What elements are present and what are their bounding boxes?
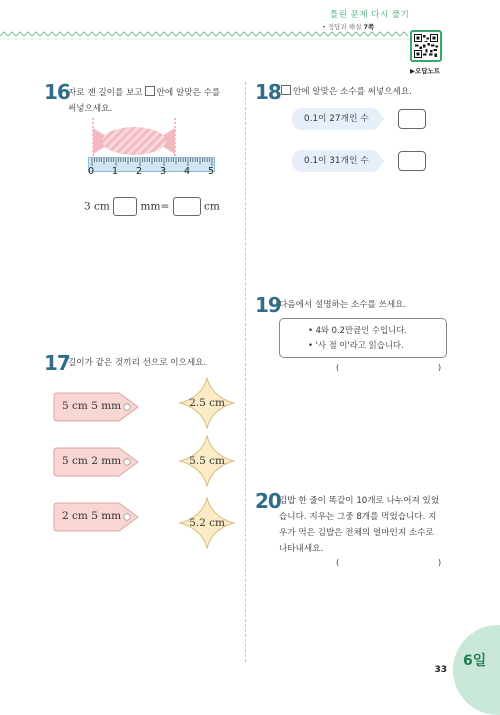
ruler-label: 4	[183, 166, 191, 177]
length-diamond-3[interactable]	[179, 497, 235, 549]
diamond-label: 5.2 cm	[189, 517, 225, 529]
paren-open: (	[336, 558, 340, 567]
bubble-pointer	[376, 113, 386, 125]
blank-box-icon	[281, 85, 291, 95]
length-tag-1[interactable]	[53, 392, 139, 422]
paren-open: (	[336, 363, 340, 372]
question-16-answer-row: 3 cm mm= cm	[84, 197, 220, 216]
bubble-pointer	[376, 155, 386, 167]
clue-line-1: • 4와 0.2만큼인 수입니다.	[308, 325, 407, 335]
length-diamond-2[interactable]	[179, 435, 235, 487]
tag-label: 5 cm 5 mm	[62, 400, 122, 412]
ruler-labels	[88, 166, 214, 178]
answer-box-18-1[interactable]	[398, 109, 426, 129]
ruler-label: 2	[135, 166, 143, 177]
answer-box-mm[interactable]	[113, 197, 137, 216]
question-number-19: 19	[255, 293, 281, 317]
paren-close: )	[438, 363, 442, 372]
blank-box-icon	[145, 86, 155, 96]
diamond-label: 5.5 cm	[189, 455, 225, 467]
day-tab	[453, 625, 500, 715]
answer-box-cm[interactable]	[173, 197, 201, 216]
page-number: 33	[434, 665, 447, 675]
diamond-label: 2.5 cm	[189, 397, 225, 409]
question-20-text: 김밥 한 줄이 똑같이 10개로 나누어져 있었 습니다. 지우는 그중 8개를 먹었습니다. 지 우가 먹은 김밥은 전체의 얼마인지 소수로 나타내세요.	[279, 496, 440, 554]
clue-line-2: • '사 점 이'라고 읽습니다.	[308, 340, 404, 350]
decimal-bubble-2: 0.1이 31개인 수	[292, 150, 381, 172]
answer-field-19[interactable]	[345, 361, 435, 374]
day-label: 6일	[463, 653, 487, 669]
paren-close: )	[438, 558, 442, 567]
question-number-18: 18	[255, 80, 281, 104]
clue-box	[279, 318, 447, 358]
question-number-16: 16	[44, 80, 70, 104]
answer-field-20[interactable]	[345, 556, 435, 569]
header-zigzag-line	[0, 30, 410, 42]
tag-label: 2 cm 5 mm	[62, 510, 122, 522]
length-tag-2[interactable]	[53, 447, 139, 477]
column-divider	[245, 82, 246, 662]
question-16-text: 자로 잰 길이를 보고 안에 알맞은 수를 써넣으세요.	[68, 88, 221, 114]
ruler-label: 1	[111, 166, 119, 177]
qr-code-icon[interactable]	[410, 30, 442, 62]
tag-label: 5 cm 2 mm	[62, 455, 122, 467]
question-number-17: 17	[44, 351, 70, 375]
question-19-text: 다음에서 설명하는 소수를 쓰세요.	[279, 300, 407, 310]
question-18-text: 안에 알맞은 소수를 써넣으세요.	[279, 84, 412, 100]
decimal-bubble-1: 0.1이 27개인 수	[292, 108, 381, 130]
length-tag-3[interactable]	[53, 502, 139, 532]
answer-reference: • 정답과 해설 7쪽	[322, 23, 375, 31]
answer-box-18-2[interactable]	[398, 151, 426, 171]
wrong-answer-note-link[interactable]: ▶오답노트	[410, 67, 441, 75]
question-17-text: 길이가 같은 것끼리 선으로 이으세요.	[68, 358, 207, 368]
ruler-label: 0	[87, 166, 95, 177]
length-diamond-1[interactable]	[179, 377, 235, 429]
question-number-20: 20	[255, 489, 281, 513]
ruler-label: 3	[159, 166, 167, 177]
ruler-label: 5	[207, 166, 215, 177]
section-title: 틀린 문제 다시 풀기	[330, 10, 410, 20]
